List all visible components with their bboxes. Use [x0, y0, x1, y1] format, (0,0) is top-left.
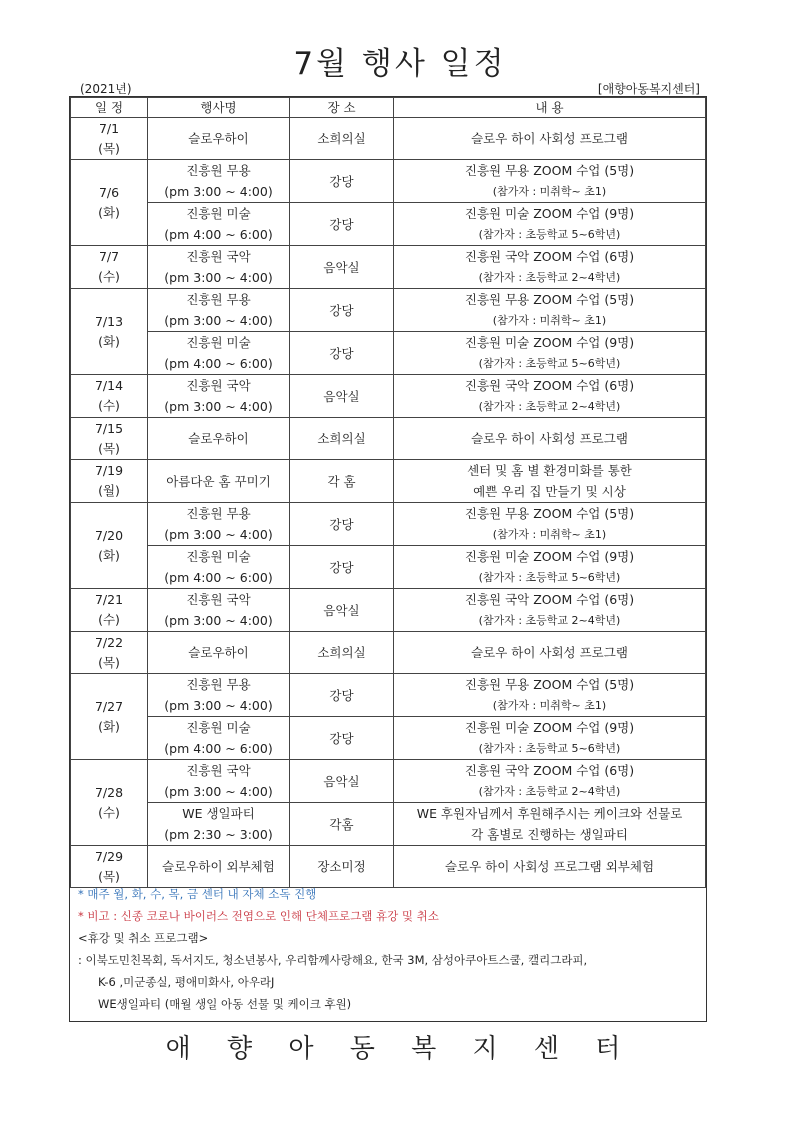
- weekday-text: (수): [98, 612, 120, 627]
- table-row: [71, 332, 706, 375]
- event-name-cell: [148, 803, 290, 846]
- date-text: 7/20: [94, 527, 124, 543]
- content-cell: [394, 503, 706, 546]
- content-text: 진흥원 미술 ZOOM 수업 (9명): [464, 335, 635, 350]
- event-time: (pm 3:00 ~ 4:00): [164, 313, 273, 328]
- place-cell: [290, 674, 394, 717]
- place-text: 음악실: [323, 388, 360, 404]
- content-text: 슬로우 하이 사회성 프로그램: [471, 431, 628, 446]
- event-name-cell: [148, 289, 290, 332]
- date-cell: [71, 118, 148, 160]
- content-detail: (참가자 : 미취학~ 초1): [492, 185, 607, 198]
- place-cell: [290, 246, 394, 289]
- date-text: 7/15: [94, 420, 124, 436]
- table-row: [71, 418, 706, 460]
- weekday-text: (화): [98, 333, 120, 349]
- place-cell: [290, 760, 394, 803]
- header-event: 행사명: [148, 98, 290, 118]
- notes-section: [78, 883, 587, 1015]
- event-name-cell: [148, 203, 290, 246]
- content-text: 진흥원 미술 ZOOM 수업 (9명): [464, 549, 635, 564]
- page-title: 7월 행사 일정: [293, 46, 507, 82]
- date-cell: [71, 589, 148, 632]
- content-cell: [394, 289, 706, 332]
- event-name: 슬로우하이: [188, 431, 249, 446]
- event-name-cell: [148, 760, 290, 803]
- date-cell: [71, 418, 148, 460]
- date-text: 7/7: [98, 249, 120, 264]
- content-cell: [394, 760, 706, 803]
- event-time: (pm 3:00 ~ 4:00): [164, 399, 273, 414]
- table-header-row: [71, 98, 706, 118]
- note-remark: * 비고 : 신종 코로나 바이러스 전염으로 인해 단체프로그램 휴강 및 취소: [78, 909, 439, 923]
- event-name-cell: [148, 632, 290, 674]
- content-detail: (참가자 : 초등학교 2~4학년): [478, 271, 621, 284]
- content-cell: [394, 118, 706, 160]
- event-name: 진흥원 무용: [186, 506, 251, 521]
- event-time: (pm 3:00 ~ 4:00): [164, 698, 273, 713]
- weekday-text: (월): [98, 483, 120, 498]
- weekday-text: (수): [98, 398, 120, 413]
- content-cell: [394, 203, 706, 246]
- event-name: 진흥원 무용: [186, 163, 251, 178]
- table-row: [71, 674, 706, 717]
- place-text: 각홈: [329, 816, 354, 832]
- date-text: 7/13: [94, 313, 124, 329]
- date-text: 7/21: [94, 592, 124, 607]
- place-cell: [290, 289, 394, 332]
- event-name-cell: [148, 589, 290, 632]
- table-row: [71, 846, 706, 888]
- content-cell: [394, 332, 706, 375]
- content-text: 진흥원 국악 ZOOM 수업 (6명): [464, 378, 635, 393]
- event-name: 진흥원 미술: [186, 549, 251, 564]
- place-text: 강당: [329, 173, 354, 189]
- event-name-cell: [148, 460, 290, 503]
- table-row: [71, 203, 706, 246]
- place-text: 음악실: [323, 259, 360, 275]
- date-text: 7/1: [98, 120, 120, 136]
- content-cell: [394, 160, 706, 203]
- content-detail: (참가자 : 미취학~ 초1): [492, 699, 607, 712]
- place-text: 강당: [329, 516, 354, 532]
- event-time: (pm 3:00 ~ 4:00): [164, 784, 273, 799]
- event-time: (pm 2:30 ~ 3:00): [164, 827, 273, 842]
- org-tag: [애향아동복지센터]: [597, 82, 700, 96]
- date-text: 7/6: [98, 184, 120, 200]
- table-row: [71, 503, 706, 546]
- event-name-cell: [148, 375, 290, 418]
- content-text: 진흥원 미술 ZOOM 수업 (9명): [464, 206, 635, 221]
- date-cell: [71, 846, 148, 888]
- weekday-text: (화): [98, 718, 120, 734]
- date-text: 7/27: [94, 698, 124, 714]
- content-cell: [394, 546, 706, 589]
- content-text: 진흥원 무용 ZOOM 수업 (5명): [464, 163, 635, 178]
- note-disinfect: * 매주 월, 화, 수, 목, 금 센터 내 자체 소독 진행: [78, 887, 317, 901]
- event-name: 슬로우하이: [188, 131, 249, 146]
- place-cell: [290, 546, 394, 589]
- date-cell: [71, 289, 148, 375]
- place-cell: [290, 203, 394, 246]
- event-name-cell: [148, 418, 290, 460]
- event-time: (pm 3:00 ~ 4:00): [164, 613, 273, 628]
- content-detail: 예쁜 우리 집 만들기 및 시상: [473, 484, 626, 499]
- place-text: 강당: [329, 687, 354, 703]
- content-cell: [394, 717, 706, 760]
- place-text: 강당: [329, 345, 354, 361]
- place-cell: [290, 332, 394, 375]
- event-time: (pm 3:00 ~ 4:00): [164, 527, 273, 542]
- date-cell: [71, 375, 148, 418]
- place-text: 강당: [329, 559, 354, 575]
- event-name: 진흥원 국악: [186, 378, 251, 393]
- event-time: (pm 4:00 ~ 6:00): [164, 741, 273, 756]
- content-detail: (참가자 : 초등학교 2~4학년): [478, 400, 621, 413]
- content-text: 슬로우 하이 사회성 프로그램: [471, 645, 628, 660]
- place-cell: [290, 589, 394, 632]
- schedule-frame: [69, 96, 707, 1022]
- table-row: [71, 546, 706, 589]
- event-name: 진흥원 미술: [186, 335, 251, 350]
- content-cell: [394, 674, 706, 717]
- table-row: [71, 160, 706, 203]
- content-cell: [394, 246, 706, 289]
- content-text: WE 후원자님께서 후원해주시는 케이크와 선물로: [416, 806, 683, 821]
- content-cell: [394, 418, 706, 460]
- date-cell: [71, 246, 148, 289]
- place-text: 강당: [329, 302, 354, 318]
- content-text: 진흥원 무용 ZOOM 수업 (5명): [464, 677, 635, 692]
- event-name-cell: [148, 118, 290, 160]
- event-name: 아름다운 홈 꾸미기: [166, 473, 271, 489]
- event-time: (pm 3:00 ~ 4:00): [164, 184, 273, 199]
- content-text: 센터 및 홈 별 환경미화를 통한: [467, 463, 632, 478]
- date-cell: [71, 760, 148, 846]
- event-name: 진흥원 무용: [186, 292, 251, 307]
- event-time: (pm 4:00 ~ 6:00): [164, 570, 273, 585]
- schedule-body: [71, 118, 706, 888]
- content-text: 진흥원 국악 ZOOM 수업 (6명): [464, 249, 635, 264]
- weekday-text: (화): [98, 547, 120, 563]
- event-name: 진흥원 국악: [186, 249, 251, 264]
- content-cell: [394, 460, 706, 503]
- place-text: 장소미정: [317, 859, 366, 874]
- content-cell: [394, 803, 706, 846]
- date-text: 7/29: [94, 848, 124, 864]
- footer-org-name: 애 향 아 동 복 지 센 터: [165, 1034, 635, 1064]
- event-name: 진흥원 국악: [186, 592, 251, 607]
- table-row: [71, 632, 706, 674]
- place-text: 소희의실: [317, 131, 366, 146]
- weekday-text: (목): [98, 654, 120, 670]
- place-text: 음악실: [323, 773, 360, 789]
- place-cell: [290, 846, 394, 888]
- weekday-text: (수): [98, 269, 120, 284]
- content-detail: (참가자 : 미취학~ 초1): [492, 528, 607, 541]
- place-text: 소희의실: [317, 645, 366, 660]
- table-row: [71, 803, 706, 846]
- table-row: [71, 118, 706, 160]
- content-detail: 각 홈별로 진행하는 생일파티: [471, 827, 628, 842]
- place-cell: [290, 803, 394, 846]
- content-detail: (참가자 : 초등학교 5~6학년): [478, 571, 621, 584]
- content-detail: (참가자 : 초등학교 5~6학년): [478, 742, 621, 755]
- content-cell: [394, 375, 706, 418]
- date-cell: [71, 460, 148, 503]
- event-name: 진흥원 국악: [186, 763, 251, 778]
- table-row: [71, 760, 706, 803]
- place-cell: [290, 375, 394, 418]
- date-text: 7/14: [94, 378, 124, 393]
- date-cell: [71, 632, 148, 674]
- table-row: [71, 589, 706, 632]
- event-name-cell: [148, 717, 290, 760]
- place-cell: [290, 632, 394, 674]
- note-closed-line3: WE생일파티 (매월 생일 아동 선물 및 케이크 후원): [98, 997, 352, 1011]
- table-row: [71, 460, 706, 503]
- date-cell: [71, 674, 148, 760]
- date-text: 7/22: [94, 634, 124, 650]
- event-name: 진흥원 무용: [186, 677, 251, 692]
- note-closed-title: <휴강 및 취소 프로그램>: [78, 931, 209, 945]
- schedule-table: [70, 97, 706, 888]
- place-cell: [290, 503, 394, 546]
- event-name: WE 생일파티: [182, 806, 255, 821]
- place-text: 각 홈: [327, 473, 356, 489]
- content-text: 진흥원 국악 ZOOM 수업 (6명): [464, 592, 635, 607]
- place-cell: [290, 160, 394, 203]
- header-content: 내 용: [394, 98, 706, 118]
- content-detail: (참가자 : 초등학교 2~4학년): [478, 614, 621, 627]
- event-name-cell: [148, 503, 290, 546]
- event-time: (pm 4:00 ~ 6:00): [164, 227, 273, 242]
- place-cell: [290, 418, 394, 460]
- year-label: (2021년): [80, 82, 132, 96]
- place-text: 강당: [329, 730, 354, 746]
- event-name-cell: [148, 332, 290, 375]
- content-detail: (참가자 : 초등학교 2~4학년): [478, 785, 621, 798]
- event-name-cell: [148, 546, 290, 589]
- weekday-text: (화): [98, 204, 120, 220]
- header-place: 장 소: [290, 98, 394, 118]
- weekday-text: (목): [98, 440, 120, 456]
- content-detail: (참가자 : 미취학~ 초1): [492, 314, 607, 327]
- content-cell: [394, 589, 706, 632]
- event-name-cell: [148, 846, 290, 888]
- header-date: 일 정: [71, 98, 148, 118]
- table-row: [71, 246, 706, 289]
- note-closed-line1: : 이북도민친목회, 독서지도, 청소년봉사, 우리함께사랑해요, 한국 3M, 삼성아쿠아트스쿨, 캘리그라피,: [78, 953, 588, 967]
- place-cell: [290, 717, 394, 760]
- place-text: 소희의실: [317, 431, 366, 446]
- content-detail: (참가자 : 초등학교 5~6학년): [478, 357, 621, 370]
- date-text: 7/19: [94, 463, 124, 478]
- content-text: 진흥원 무용 ZOOM 수업 (5명): [464, 292, 635, 307]
- weekday-text: (목): [98, 868, 120, 884]
- place-text: 강당: [329, 216, 354, 232]
- date-text: 7/28: [94, 784, 124, 800]
- event-time: (pm 3:00 ~ 4:00): [164, 270, 273, 285]
- place-text: 음악실: [323, 602, 360, 618]
- weekday-text: (수): [98, 804, 120, 820]
- content-text: 슬로우 하이 사회성 프로그램: [471, 131, 628, 146]
- event-name-cell: [148, 246, 290, 289]
- content-text: 진흥원 국악 ZOOM 수업 (6명): [464, 763, 635, 778]
- event-name: 진흥원 미술: [186, 206, 251, 221]
- event-name-cell: [148, 674, 290, 717]
- date-cell: [71, 160, 148, 246]
- place-cell: [290, 118, 394, 160]
- date-cell: [71, 503, 148, 589]
- note-closed-line2: K-6 ,미군종실, 평애미화사, 아우라J: [98, 975, 275, 989]
- table-row: [71, 717, 706, 760]
- table-row: [71, 375, 706, 418]
- table-row: [71, 289, 706, 332]
- place-cell: [290, 460, 394, 503]
- content-detail: (참가자 : 초등학교 5~6학년): [478, 228, 621, 241]
- event-name: 슬로우하이 외부체험: [162, 859, 275, 874]
- weekday-text: (목): [98, 140, 120, 156]
- content-text: 진흥원 무용 ZOOM 수업 (5명): [464, 506, 635, 521]
- content-text: 슬로우 하이 사회성 프로그램 외부체험: [444, 859, 655, 874]
- content-cell: [394, 846, 706, 888]
- event-time: (pm 4:00 ~ 6:00): [164, 356, 273, 371]
- event-name: 슬로우하이: [188, 645, 249, 660]
- event-name-cell: [148, 160, 290, 203]
- event-name: 진흥원 미술: [186, 720, 251, 735]
- content-text: 진흥원 미술 ZOOM 수업 (9명): [464, 720, 635, 735]
- content-cell: [394, 632, 706, 674]
